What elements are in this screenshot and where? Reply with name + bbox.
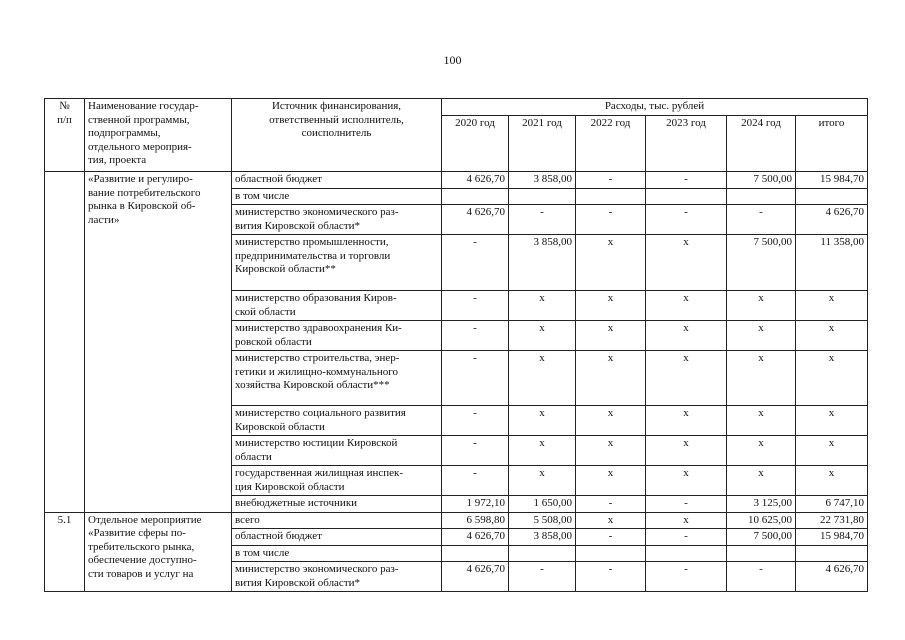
header-expenses: Расходы, тыс. рублей	[442, 99, 868, 116]
expense-value: -	[646, 529, 727, 546]
expense-value: x	[646, 291, 727, 321]
expense-value: 11 358,00	[796, 235, 868, 291]
header-name: Наименование государ- ственной программы, подпрограммы, отдельного мероприя- тия, проекта	[85, 99, 232, 172]
row-number: 5.1	[45, 512, 85, 592]
expense-value: x	[576, 351, 646, 406]
expense-value: -	[727, 205, 796, 235]
funding-source: министерство социального развития Кировской области	[232, 406, 442, 436]
expense-value: x	[727, 436, 796, 466]
expense-value: 22 731,80	[796, 512, 868, 529]
expense-value: x	[576, 466, 646, 496]
expense-value	[576, 188, 646, 205]
header-year-2024: 2024 год	[727, 115, 796, 172]
expense-value: -	[442, 406, 509, 436]
expense-value: -	[576, 205, 646, 235]
expense-value: x	[727, 406, 796, 436]
expense-value: x	[576, 235, 646, 291]
expense-value: -	[442, 436, 509, 466]
expense-value: x	[576, 291, 646, 321]
expense-value: 6 747,10	[796, 496, 868, 513]
expense-value: 4 626,70	[442, 205, 509, 235]
funding-source: министерство образования Киров- ской области	[232, 291, 442, 321]
expense-value: x	[646, 351, 727, 406]
expense-value: x	[509, 436, 576, 466]
expense-value	[646, 545, 727, 562]
budget-table	[44, 98, 868, 592]
expense-value: 15 984,70	[796, 529, 868, 546]
expense-value: -	[646, 205, 727, 235]
expense-value: x	[796, 291, 868, 321]
expense-value: x	[576, 406, 646, 436]
table-row	[45, 512, 868, 529]
expense-value: -	[646, 562, 727, 592]
expense-value: 3 125,00	[727, 496, 796, 513]
expense-value: 3 858,00	[509, 529, 576, 546]
program-name: «Развитие и регулиро- вание потребительского рынка в Кировской об- ласти»	[85, 172, 232, 513]
expense-value: x	[796, 436, 868, 466]
funding-source: областной бюджет	[232, 172, 442, 189]
expense-value	[442, 188, 509, 205]
expense-value: -	[509, 205, 576, 235]
expense-value	[796, 545, 868, 562]
funding-source: государственная жилищная инспек- ция Кировской области	[232, 466, 442, 496]
expense-value: -	[576, 496, 646, 513]
funding-source: министерство экономического раз- вития Кировской области*	[232, 562, 442, 592]
funding-source: внебюджетные источники	[232, 496, 442, 513]
expense-value: -	[509, 562, 576, 592]
expense-value: x	[727, 466, 796, 496]
expense-value: 7 500,00	[727, 529, 796, 546]
page-number: 100	[443, 53, 462, 67]
expense-value: 7 500,00	[727, 172, 796, 189]
expense-value: 1 972,10	[442, 496, 509, 513]
expense-value: -	[646, 496, 727, 513]
header-row	[45, 99, 868, 116]
funding-source: министерство экономического раз- вития Кировской области*	[232, 205, 442, 235]
expense-value: x	[727, 291, 796, 321]
header-year-2021: 2021 год	[509, 115, 576, 172]
funding-source: министерство строительства, энер- гетики и жилищно-коммунального хозяйства Кировской области***	[232, 351, 442, 406]
expense-value: 3 858,00	[509, 235, 576, 291]
expense-value: -	[727, 562, 796, 592]
table-row	[45, 172, 868, 189]
expense-value: x	[576, 512, 646, 529]
expense-value: x	[727, 321, 796, 351]
expense-value: 4 626,70	[796, 205, 868, 235]
funding-source: министерство промышленности, предпринимательства и торговли Кировской области**	[232, 235, 442, 291]
expense-value	[727, 545, 796, 562]
expense-value	[509, 188, 576, 205]
funding-source: всего	[232, 512, 442, 529]
expense-value: x	[576, 436, 646, 466]
expense-value: -	[576, 529, 646, 546]
expense-value: x	[646, 406, 727, 436]
expense-value: x	[509, 351, 576, 406]
expense-value: x	[796, 351, 868, 406]
header-year-2023: 2023 год	[646, 115, 727, 172]
expense-value: 6 598,80	[442, 512, 509, 529]
expense-value: -	[646, 172, 727, 189]
header-source: Источник финансирования, ответственный исполнитель, соисполнитель	[232, 99, 442, 172]
expense-value: x	[509, 406, 576, 436]
expense-value: 5 508,00	[509, 512, 576, 529]
expense-value: 4 626,70	[442, 562, 509, 592]
expense-value: 4 626,70	[442, 529, 509, 546]
expense-value	[796, 188, 868, 205]
expense-value: x	[796, 466, 868, 496]
expense-value: -	[442, 291, 509, 321]
expense-value: x	[727, 351, 796, 406]
header-total: итого	[796, 115, 868, 172]
header-year-2022: 2022 год	[576, 115, 646, 172]
expense-value: 3 858,00	[509, 172, 576, 189]
expense-value	[509, 545, 576, 562]
expense-value: x	[646, 436, 727, 466]
expense-value: 10 625,00	[727, 512, 796, 529]
funding-source: министерство здравоохранения Ки- ровской области	[232, 321, 442, 351]
expense-value: 7 500,00	[727, 235, 796, 291]
expense-value: x	[509, 291, 576, 321]
expense-value	[576, 545, 646, 562]
expense-value: x	[796, 321, 868, 351]
expense-value: x	[509, 321, 576, 351]
expense-value: x	[646, 235, 727, 291]
funding-source: министерство юстиции Кировской области	[232, 436, 442, 466]
funding-source: областной бюджет	[232, 529, 442, 546]
expense-value: -	[442, 351, 509, 406]
header-year-2020: 2020 год	[442, 115, 509, 172]
expense-value: 4 626,70	[442, 172, 509, 189]
funding-source: в том числе	[232, 545, 442, 562]
expense-value: x	[576, 321, 646, 351]
expense-value	[646, 188, 727, 205]
expense-value: -	[576, 562, 646, 592]
expense-value: -	[442, 321, 509, 351]
expense-value: 1 650,00	[509, 496, 576, 513]
expense-value: x	[796, 406, 868, 436]
expense-value: 4 626,70	[796, 562, 868, 592]
expense-value: x	[509, 466, 576, 496]
expense-value	[442, 545, 509, 562]
header-num: № п/п	[45, 99, 85, 172]
program-name: Отдельное мероприятие «Развитие сферы по- требительского рынка, обеспечение доступно- сти товаров и услуг на	[85, 512, 232, 592]
expense-value: x	[646, 321, 727, 351]
funding-source: в том числе	[232, 188, 442, 205]
expense-value: -	[576, 172, 646, 189]
expense-value: x	[646, 512, 727, 529]
expense-value: -	[442, 466, 509, 496]
row-number	[45, 172, 85, 513]
expense-value: -	[442, 235, 509, 291]
expense-value: x	[646, 466, 727, 496]
expense-value	[727, 188, 796, 205]
expense-value: 15 984,70	[796, 172, 868, 189]
